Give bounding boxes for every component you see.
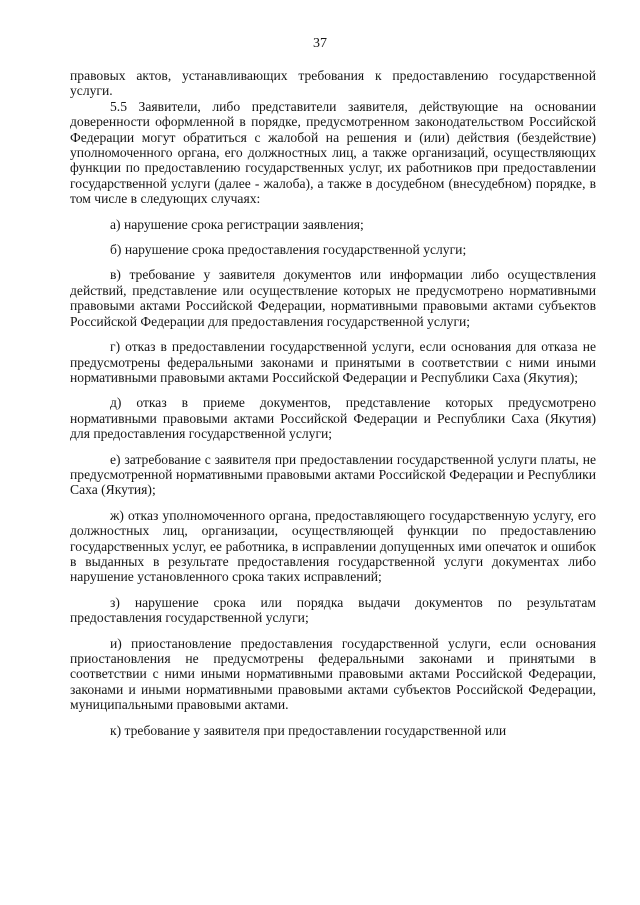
- paragraph-5-5: 5.5 Заявители, либо представители заявителя, действующие на основании доверенности оформленной в порядке, предусмотренном законодательством Российской Федерации могут обратиться с жалобой на решения и (или) действия (бездействие) уполномоченного органа, его должностных лиц, а также организаций, осуществляющих функции по предоставлению государственных услуг, их работников при предоставлении государственной услуги (далее - жалоба), а также в досудебном (внесудебном) порядке, в том числе в следующих случаях:: [70, 98, 596, 207]
- list-item-v: в) требование у заявителя документов или информации либо осуществления действий, представление или осуществление которых не предусмотрено нормативными правовыми актами Российской Федерации, нормативными правовыми актами субъектов Российской Федерации для предоставления государственной услуги;: [70, 267, 596, 329]
- list-item-g: г) отказ в предоставлении государственной услуги, если основания для отказа не предусмотрены федеральными законами и принятыми в соответствии с ними иными нормативными правовыми актами Российской Федерации и Республики Саха (Якутия);: [70, 339, 596, 385]
- list-item-b: б) нарушение срока предоставления государственной услуги;: [110, 242, 467, 258]
- list-item-d: д) отказ в приеме документов, представление которых предусмотрено нормативными правовыми актами Российской Федерации и Республики Саха (Якутия) для предоставления государственной услуги;: [70, 395, 596, 442]
- list-item-a: а) нарушение срока регистрации заявления;: [110, 216, 364, 232]
- list-item-e: е) затребование с заявителя при предоставлении государственной услуги платы, не предусмотренной нормативными правовыми актами Российской Федерации и Республики Саха (Якутия);: [70, 451, 596, 498]
- paragraph-continuation: правовых актов, устанавливающих требования к предоставлению государственной услуги.: [70, 68, 596, 99]
- list-item-i: и) приостановление предоставления государственной услуги, если основания приостановления не предусмотрены федеральными законами и принятыми в соответствии с ними иными нормативными правовыми актами Российской Федерации, законами и иными нормативными правовыми актами субъектов Российской Федерации, муниципальными правовыми актами.: [70, 635, 596, 713]
- list-item-k: к) требование у заявителя при предоставлении государственной или: [110, 722, 507, 738]
- document-body: [70, 68, 596, 738]
- list-item-z: з) нарушение срока или порядка выдачи документов по результатам предоставления государственной услуги;: [70, 594, 596, 626]
- list-item-zh: ж) отказ уполномоченного органа, предоставляющего государственную услугу, его должностных лиц, организации, осуществляющей функции по предоставлению государственных услуг, ее работника, в исправлении допущенных ими опечаток и ошибок в выданных в результате предоставления государственной услуги документах либо нарушение установленного срока таких исправлений;: [70, 507, 596, 585]
- page-number: 37: [313, 36, 327, 51]
